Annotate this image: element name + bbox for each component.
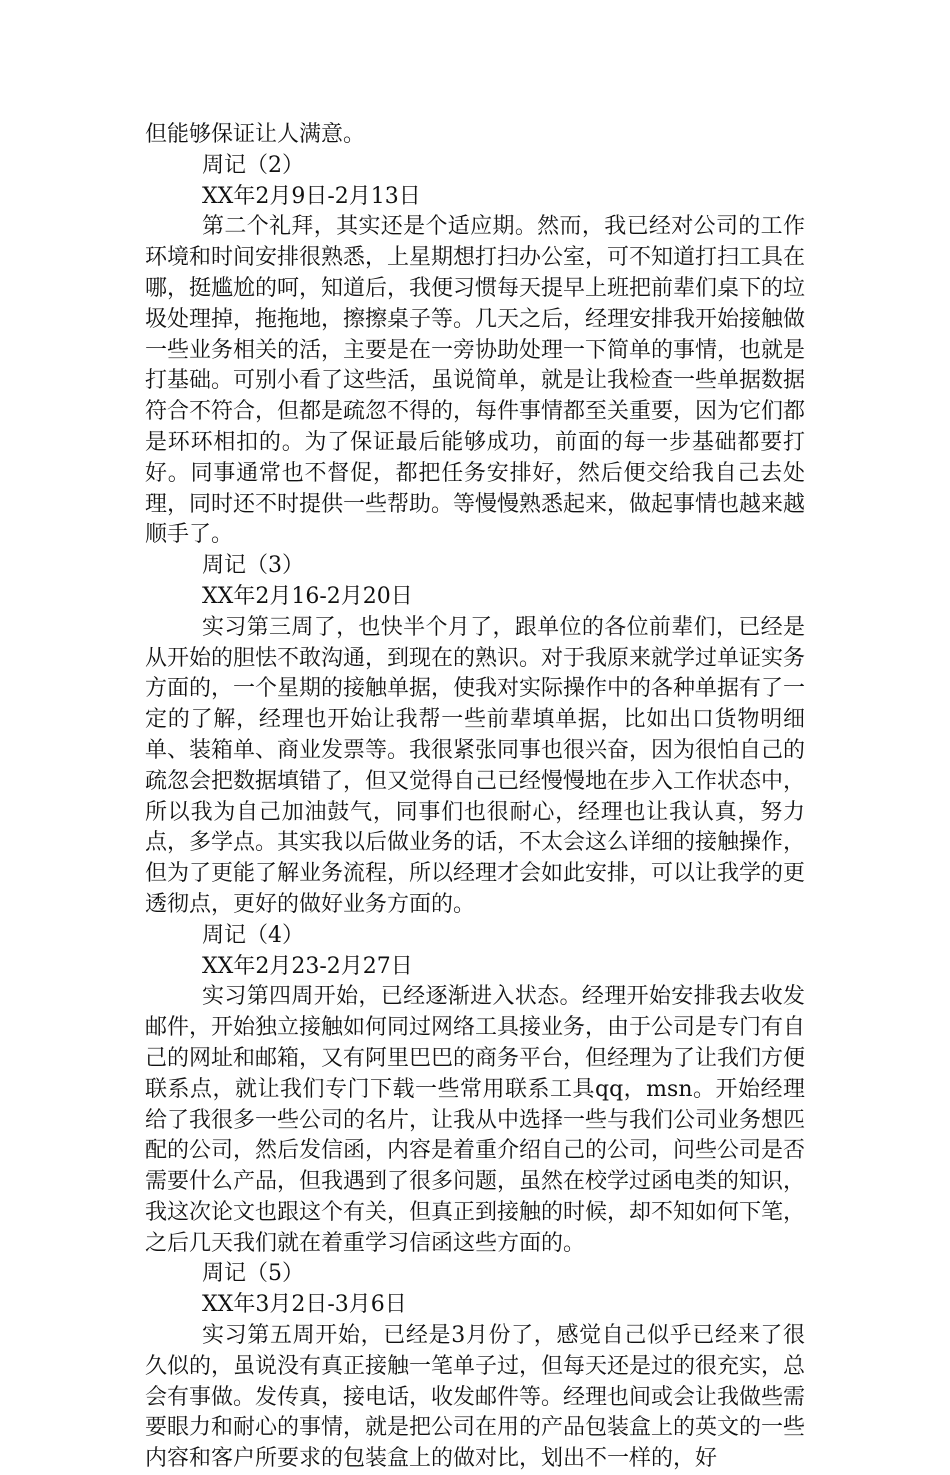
entry-title: 周记（2） xyxy=(202,152,304,178)
weekly-entry-2 xyxy=(145,151,805,551)
entry-body: 实习第五周开始，已经是3月份了，感觉自己似乎已经来了很久似的，虽说没有真正接触一笔单子过，但每天还是过的很充实，总会有事做。发传真，接电话，收发邮件等。经理也间或会让我做些需要眼力和耐心的事情，就是把公司在用的产品包装盒上的英文的一些内容和客户所要求的包装盒上的做对比，划出不一样的，好 xyxy=(145,1323,806,1472)
entry-date: XX年2月23-2月27日 xyxy=(202,953,413,979)
entry-date: XX年2月16-2月20日 xyxy=(202,583,413,609)
entry-title: 周记（5） xyxy=(202,1261,304,1287)
weekly-entry-3 xyxy=(145,551,805,921)
entry-title: 周记（4） xyxy=(202,922,304,948)
entry-title: 周记（3） xyxy=(202,553,304,579)
document-page xyxy=(145,120,805,1475)
entry-body: 第二个礼拜，其实还是个适应期。然而，我已经对公司的工作环境和时间安排很熟悉，上星期想打扫办公室，可不知道打扫工具在哪，挺尴尬的呵，知道后，我便习惯每天提早上班把前辈们桌下的垃圾处理掉，拖拖地，擦擦桌子等。几天之后，经理安排我开始接触做一些业务相关的活，主要是在一旁协助处理一下简单的事情，也就是打基础。可别小看了这些活，虽说简单，就是让我检查一些单据数据符合不符合，但都是疏忽不得的，每件事情都至关重要，因为它们都是环环相扣的。为了保证最后能够成功，前面的每一步基础都要打好。同事通常也不督促，都把任务安排好，然后便交给我自己去处理，同时还不时提供一些帮助。等慢慢熟悉起来，做起事情也越来越顺手了。 xyxy=(145,214,806,548)
entry-date: XX年2月9日-2月13日 xyxy=(202,183,421,209)
entry-date: XX年3月2日-3月6日 xyxy=(202,1292,407,1318)
entry-body: 实习第四周开始，已经逐渐进入状态。经理开始安排我去收发邮件，开始独立接触如何同过网络工具接业务，由于公司是专门有自己的网址和邮箱，又有阿里巴巴的商务平台，但经理为了让我们方便联系点，就让我们专门下载一些常用联系工具qq，msn。开始经理给了我很多一些公司的名片，让我从中选择一些与我们公司业务想匹配的公司，然后发信函，内容是着重介绍自己的公司，问些公司是否需要什么产品，但我遇到了很多问题，虽然在校学过函电类的知识，我这次论文也跟这个有关，但真正到接触的时候，却不知如何下笔，之后几天我们就在着重学习信函这些方面的。 xyxy=(145,984,806,1256)
weekly-entry-5 xyxy=(145,1259,805,1475)
intro-text: 但能够保证让人满意。 xyxy=(145,122,366,147)
entry-body: 实习第三周了，也快半个月了，跟单位的各位前辈们，已经是从开始的胆怯不敢沟通，到现在的熟识。对于我原来就学过单证实务方面的，一个星期的接触单据，使我对实际操作中的各种单据有了一定的了解，经理也开始让我帮一些前辈填单据，比如出口货物明细单、装箱单、商业发票等。我很紧张同事也很兴奋，因为很怕自己的疏忽会把数据填错了，但又觉得自己已经慢慢地在步入工作状态中，所以我为自己加油鼓气，同事们也很耐心，经理也让我认真，努力点，多学点。其实我以后做业务的话，不太会这么详细的接触操作，但为了更能了解业务流程，所以经理才会如此安排，可以让我学的更透彻点，更好的做好业务方面的。 xyxy=(145,614,806,917)
weekly-entry-4 xyxy=(145,921,805,1260)
